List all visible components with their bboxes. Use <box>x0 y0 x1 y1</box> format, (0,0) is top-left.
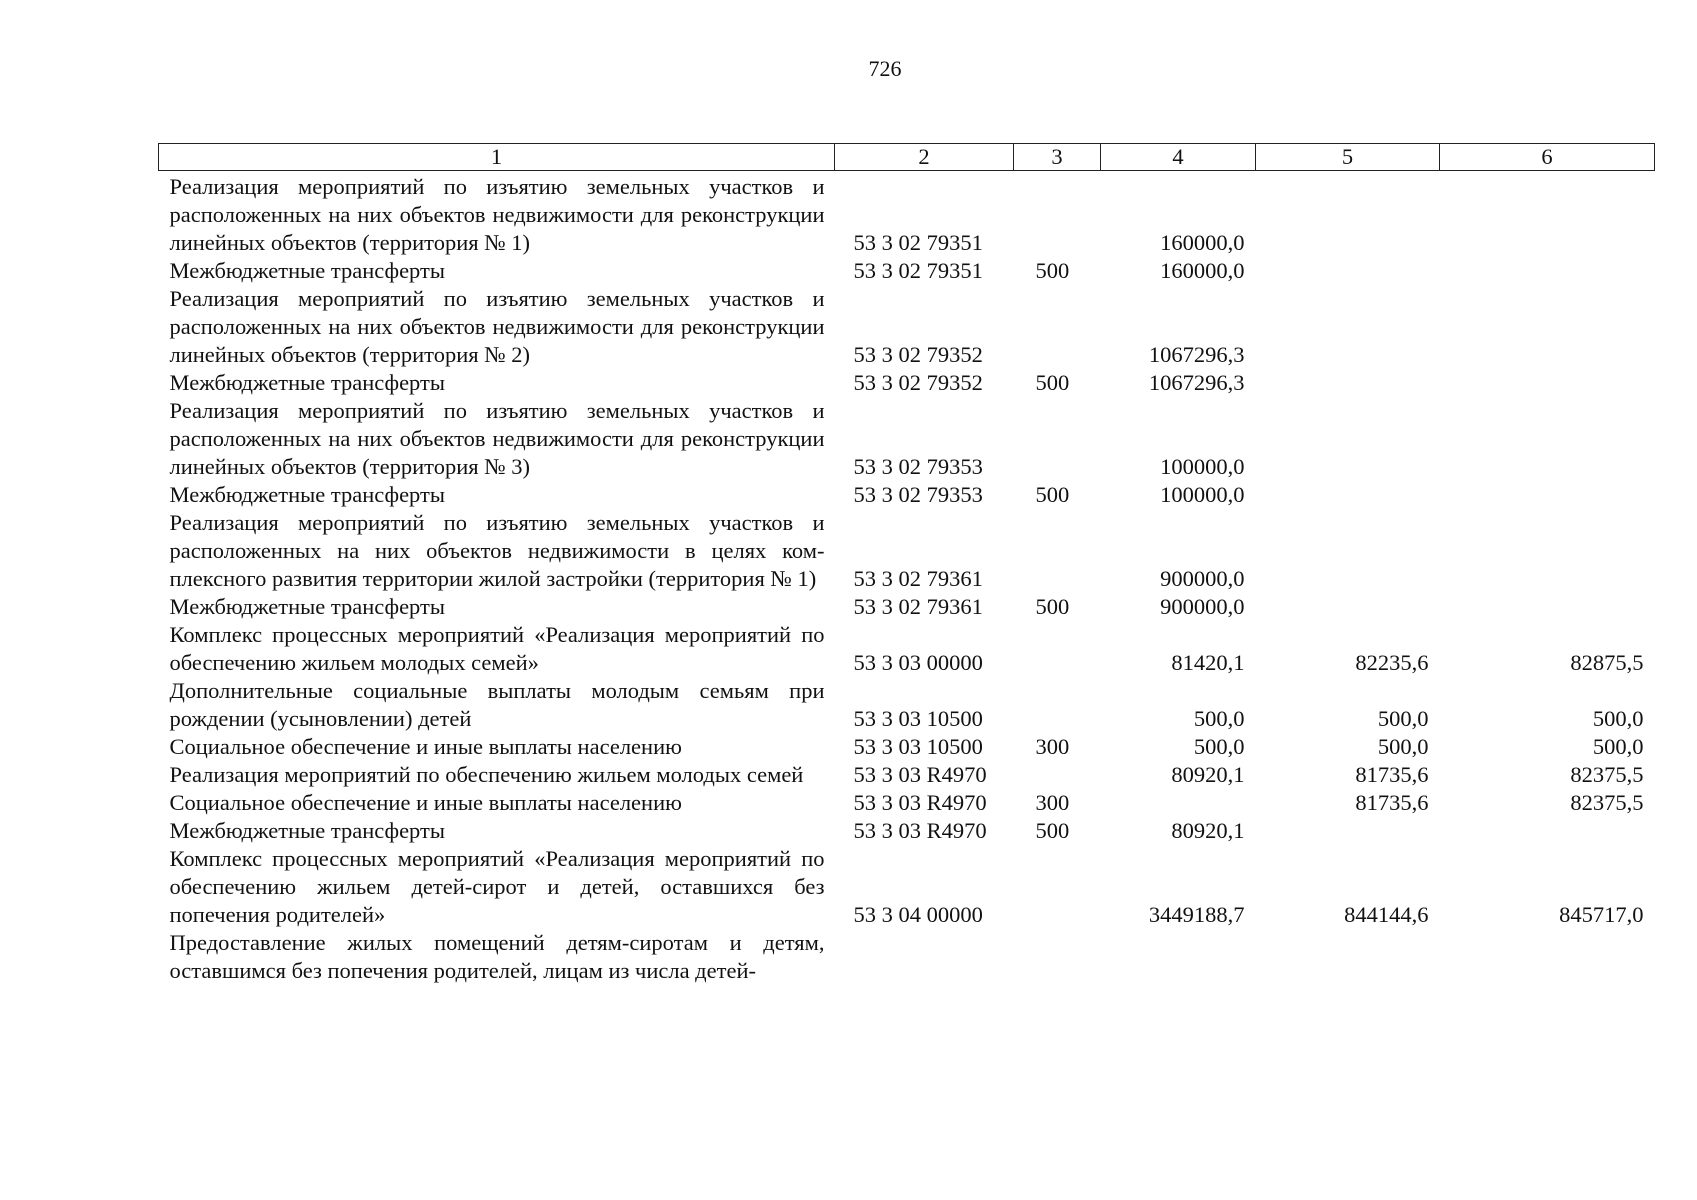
row-amount-col-5 <box>1256 509 1440 593</box>
row-code: 53 3 03 R4970 <box>853 818 987 843</box>
row-amount-col-6: 500,0 <box>1592 734 1644 759</box>
row-name: Социальное обеспечение и иные выплаты населению <box>169 734 682 759</box>
header-col-4: 4 <box>1101 144 1256 171</box>
table-row <box>159 593 1655 621</box>
row-amount-col-4 <box>1101 929 1256 985</box>
row-amount-col-6 <box>1440 481 1655 509</box>
row-code: 53 3 02 79353 <box>853 454 983 479</box>
row-amount-col-4 <box>1101 789 1256 817</box>
row-code: 53 3 03 R4970 <box>853 762 987 787</box>
table-row <box>159 929 1655 985</box>
row-amount-col-6 <box>1440 929 1655 985</box>
row-amount-col-5 <box>1256 593 1440 621</box>
row-amount-col-6: 82375,5 <box>1570 762 1644 787</box>
row-amount-col-6: 82375,5 <box>1570 790 1644 815</box>
row-name: Комплекс процессных мероприятий «Реализация мероприятий по обеспечению жильем детей-сирот и детей, оставшихся без попечения родителей» <box>169 846 825 927</box>
row-expense-type <box>1014 677 1101 733</box>
row-code: 53 3 02 79352 <box>853 342 983 367</box>
row-expense-type: 500 <box>1035 818 1070 843</box>
row-amount-col-4: 1067296,3 <box>1148 342 1245 367</box>
row-amount-col-5: 844144,6 <box>1344 902 1429 927</box>
page-number: 726 <box>868 56 902 81</box>
table-row <box>159 789 1655 817</box>
row-amount-col-5 <box>1256 369 1440 397</box>
row-amount-col-5 <box>1256 285 1440 369</box>
row-name: Межбюджетные трансферты <box>169 482 445 507</box>
table-row <box>159 369 1655 397</box>
row-amount-col-6 <box>1440 257 1655 285</box>
row-code: 53 3 03 10500 <box>853 734 983 759</box>
row-amount-col-5 <box>1256 481 1440 509</box>
row-amount-col-6: 500,0 <box>1592 706 1644 731</box>
row-amount-col-4: 100000,0 <box>1160 454 1245 479</box>
row-name: Реализация мероприятий по изъятию земельных участков и расположенных на них объектов недвижимости в целях комплексного развития территории жилой застройки (территория № 1) <box>169 510 825 591</box>
row-name: Социальное обеспечение и иные выплаты населению <box>169 790 682 815</box>
row-expense-type: 300 <box>1035 734 1070 759</box>
row-amount-col-5: 82235,6 <box>1355 650 1429 675</box>
row-name: Реализация мероприятий по обеспечению жильем молодых семей <box>169 762 804 787</box>
row-code: 53 3 03 00000 <box>853 650 983 675</box>
table-row <box>159 761 1655 789</box>
row-amount-col-4: 3449188,7 <box>1148 902 1245 927</box>
row-amount-col-4: 80920,1 <box>1171 762 1245 787</box>
row-code: 53 3 02 79361 <box>853 566 983 591</box>
row-amount-col-4: 500,0 <box>1193 706 1245 731</box>
row-name: Комплекс процессных мероприятий «Реализация мероприятий по обеспечению жильем молодых семей» <box>169 622 825 675</box>
row-code: 53 3 02 79351 <box>853 230 983 255</box>
row-code <box>835 929 1014 985</box>
header-col-3: 3 <box>1014 144 1101 171</box>
row-expense-type <box>1014 285 1101 369</box>
row-name: Предоставление жилых помещений детям-сиротам и детям, оставшимся без попечения родителей, лицам из числа детей- <box>169 930 825 983</box>
row-expense-type <box>1014 929 1101 985</box>
row-code: 53 3 02 79351 <box>853 258 983 283</box>
row-amount-col-6 <box>1440 817 1655 845</box>
row-amount-col-6: 845717,0 <box>1559 902 1644 927</box>
table-row <box>159 621 1655 677</box>
row-amount-col-6 <box>1440 509 1655 593</box>
row-expense-type: 300 <box>1035 790 1070 815</box>
row-amount-col-5 <box>1256 257 1440 285</box>
row-amount-col-5: 81735,6 <box>1355 790 1429 815</box>
row-amount-col-6 <box>1440 369 1655 397</box>
row-expense-type <box>1014 509 1101 593</box>
row-expense-type <box>1014 621 1101 677</box>
row-amount-col-4: 900000,0 <box>1160 594 1245 619</box>
row-name: Дополнительные социальные выплаты молодым семьям при рождении (усыновлении) детей <box>169 678 825 731</box>
row-amount-col-4: 81420,1 <box>1171 650 1245 675</box>
budget-table <box>158 143 1655 985</box>
header-col-6: 6 <box>1440 144 1655 171</box>
table-row <box>159 509 1655 593</box>
row-code: 53 3 02 79352 <box>853 370 983 395</box>
row-name: Межбюджетные трансферты <box>169 818 445 843</box>
row-amount-col-5: 81735,6 <box>1355 762 1429 787</box>
header-col-1: 1 <box>159 144 835 171</box>
row-expense-type <box>1014 397 1101 481</box>
row-amount-col-5 <box>1256 171 1440 258</box>
row-amount-col-6 <box>1440 593 1655 621</box>
table-row <box>159 845 1655 929</box>
table-row <box>159 397 1655 481</box>
header-col-2: 2 <box>835 144 1014 171</box>
row-amount-col-5 <box>1256 929 1440 985</box>
row-amount-col-6 <box>1440 285 1655 369</box>
row-amount-col-5 <box>1256 397 1440 481</box>
row-name: Реализация мероприятий по изъятию земельных участков и расположенных на них объектов недвижимости для реконструкции линейных объектов (территория № 3) <box>169 398 825 479</box>
row-code: 53 3 02 79361 <box>853 594 983 619</box>
row-name: Межбюджетные трансферты <box>169 594 445 619</box>
row-amount-col-4: 900000,0 <box>1160 566 1245 591</box>
table-row <box>159 285 1655 369</box>
table-row <box>159 171 1655 258</box>
row-amount-col-6 <box>1440 171 1655 258</box>
row-expense-type <box>1014 171 1101 258</box>
row-expense-type: 500 <box>1035 594 1070 619</box>
row-name: Реализация мероприятий по изъятию земельных участков и расположенных на них объектов недвижимости для реконструкции линейных объектов (территория № 2) <box>169 286 825 367</box>
row-amount-col-4: 1067296,3 <box>1148 370 1245 395</box>
row-amount-col-4: 160000,0 <box>1160 230 1245 255</box>
table-row <box>159 481 1655 509</box>
table-body <box>159 171 1655 986</box>
row-code: 53 3 03 R4970 <box>853 790 987 815</box>
row-amount-col-6 <box>1440 397 1655 481</box>
row-code: 53 3 02 79353 <box>853 482 983 507</box>
table-header <box>159 144 1655 171</box>
row-expense-type <box>1014 845 1101 929</box>
row-amount-col-4: 80920,1 <box>1171 818 1245 843</box>
row-expense-type: 500 <box>1035 370 1070 395</box>
table-row <box>159 257 1655 285</box>
row-amount-col-4: 500,0 <box>1193 734 1245 759</box>
header-col-5: 5 <box>1256 144 1440 171</box>
table-row <box>159 733 1655 761</box>
row-name: Межбюджетные трансферты <box>169 370 445 395</box>
table-row <box>159 677 1655 733</box>
header-row <box>159 144 1655 171</box>
row-name: Реализация мероприятий по изъятию земельных участков и расположенных на них объектов недвижимости для реконструкции линейных объектов (территория № 1) <box>169 174 825 255</box>
row-expense-type <box>1014 761 1101 789</box>
row-expense-type: 500 <box>1035 482 1070 507</box>
row-name: Межбюджетные трансферты <box>169 258 445 283</box>
row-code: 53 3 04 00000 <box>853 902 983 927</box>
row-amount-col-4: 160000,0 <box>1160 258 1245 283</box>
row-amount-col-6: 82875,5 <box>1570 650 1644 675</box>
row-amount-col-5: 500,0 <box>1377 706 1429 731</box>
row-amount-col-5 <box>1256 817 1440 845</box>
table-row <box>159 817 1655 845</box>
row-expense-type: 500 <box>1035 258 1070 283</box>
row-code: 53 3 03 10500 <box>853 706 983 731</box>
row-amount-col-4: 100000,0 <box>1160 482 1245 507</box>
row-amount-col-5: 500,0 <box>1377 734 1429 759</box>
